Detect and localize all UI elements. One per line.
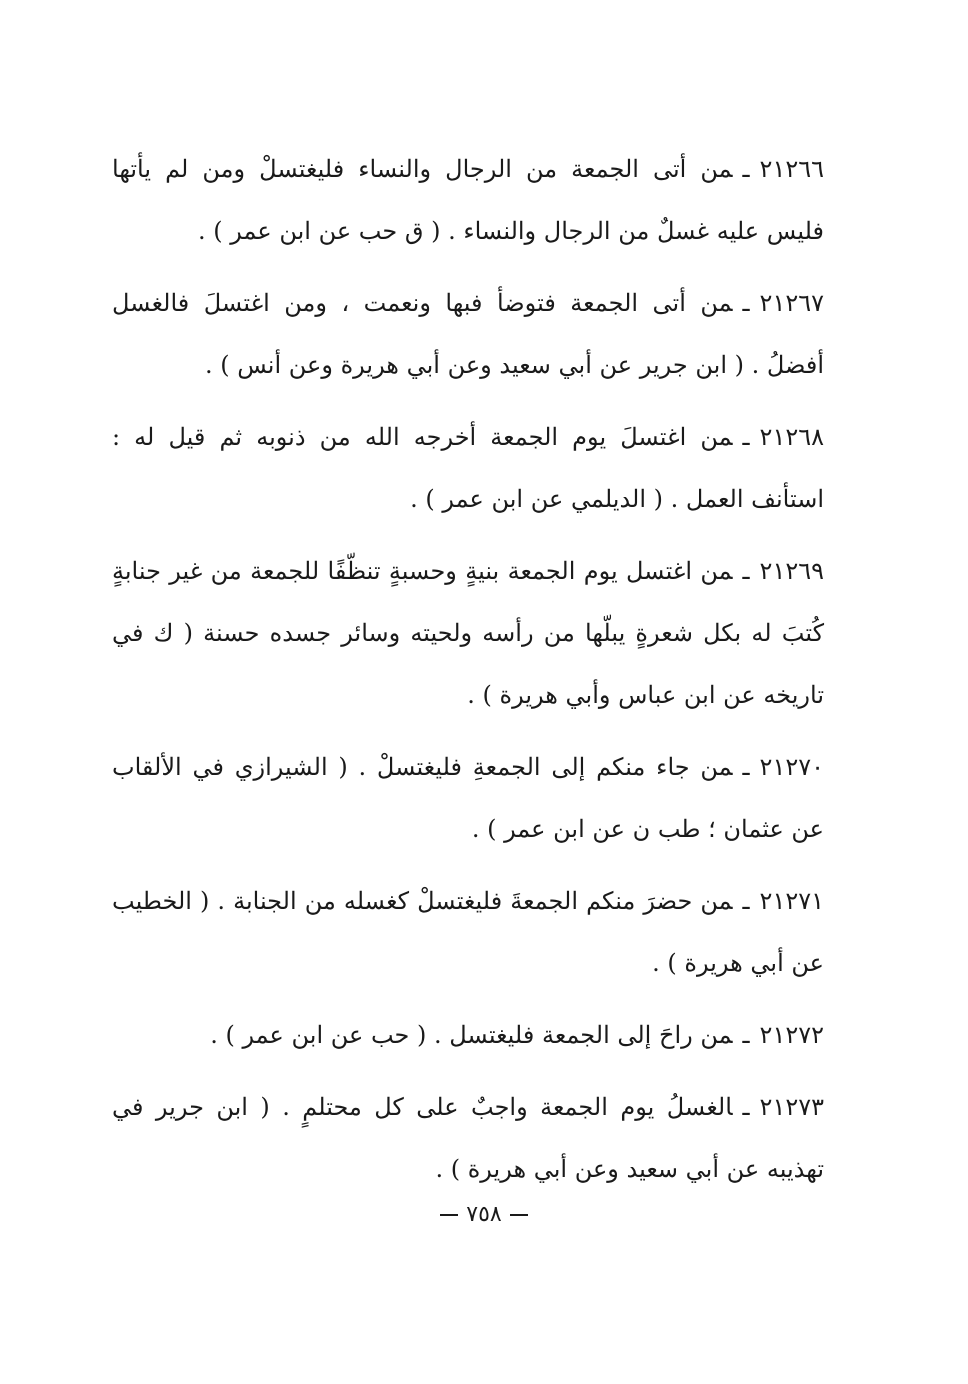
hadith-entry — [112, 870, 824, 994]
entry-text: الغسلُ يوم الجمعة واجبٌ على كل محتلمٍ . ( ابن جرير في تهذيبه عن أبي سعيد وعن أبي هريرة ) . — [112, 1093, 824, 1183]
entry-number: ٢١٢٦٩ — [759, 557, 824, 585]
hadith-entry — [112, 272, 824, 396]
entry-text: من أتى الجمعة فتوضأ فبها ونعمت ، ومن اغتسلَ فالغسل أفضلُ . ( ابن جرير عن أبي سعيد وعن أبي هريرة وعن أنس ) . — [112, 289, 824, 379]
entry-number: ٢١٢٦٨ — [759, 423, 824, 451]
entry-number: ٢١٢٧٠ — [759, 753, 824, 781]
entry-dash: ـ — [742, 423, 750, 451]
entry-dash: ـ — [742, 557, 750, 585]
entry-dash: ـ — [742, 1093, 750, 1121]
hadith-entry — [112, 138, 824, 262]
hadith-text-block — [112, 138, 824, 1210]
entry-text: من أتى الجمعة من الرجال والنساء فليغتسلْ ومن لم يأتها فليس عليه غسلٌ من الرجال والنساء . ( ق حب عن ابن عمر ) . — [112, 155, 824, 245]
page-number — [0, 1202, 968, 1227]
hadith-entry — [112, 736, 824, 860]
entry-text: من حضرَ منكم الجمعةَ فليغتسلْ كغسله من الجنابة . ( الخطيب عن أبي هريرة ) . — [112, 887, 824, 977]
entry-dash: ـ — [742, 1021, 750, 1049]
entry-number: ٢١٢٦٧ — [759, 289, 824, 317]
entry-dash: ـ — [742, 887, 750, 915]
hadith-entry — [112, 1004, 824, 1066]
folio-rule-left — [510, 1214, 528, 1216]
entry-text: من اغتسل يوم الجمعة بنيةٍ وحسبةٍ تنظّفًا للجمعة من غير جنابةٍ كُتبَ له بكل شعرةٍ يبلّها من رأسه ولحيته وسائر جسده حسنة ( ك في تاريخه عن ابن عباس وأبي هريرة ) . — [112, 557, 824, 709]
entry-number: ٢١٢٧٣ — [759, 1093, 824, 1121]
entry-number: ٢١٢٦٦ — [759, 155, 824, 183]
entry-number: ٢١٢٧٢ — [759, 1021, 824, 1049]
hadith-entry — [112, 1076, 824, 1200]
entry-text: من راحَ إلى الجمعة فليغتسل . ( حب عن ابن عمر ) . — [210, 1021, 733, 1049]
entry-dash: ـ — [742, 753, 750, 781]
hadith-entry — [112, 540, 824, 726]
entry-text: من جاء منكم إلى الجمعةِ فليغتسلْ . ( الشيرازي في الألقاب عن عثمان ؛ طب ن عن ابن عمر ) . — [112, 753, 824, 843]
entry-dash: ـ — [742, 155, 750, 183]
entry-text: من اغتسلَ يوم الجمعة أخرجه الله من ذنوبه ثم قيل له : استأنف العمل . ( الديلمي عن ابن عمر ) . — [112, 423, 824, 513]
folio-rule-right — [440, 1214, 458, 1216]
hadith-entry — [112, 406, 824, 530]
page-number-text: ٧٥٨ — [466, 1202, 502, 1227]
entry-dash: ـ — [742, 289, 750, 317]
entry-number: ٢١٢٧١ — [759, 887, 824, 915]
